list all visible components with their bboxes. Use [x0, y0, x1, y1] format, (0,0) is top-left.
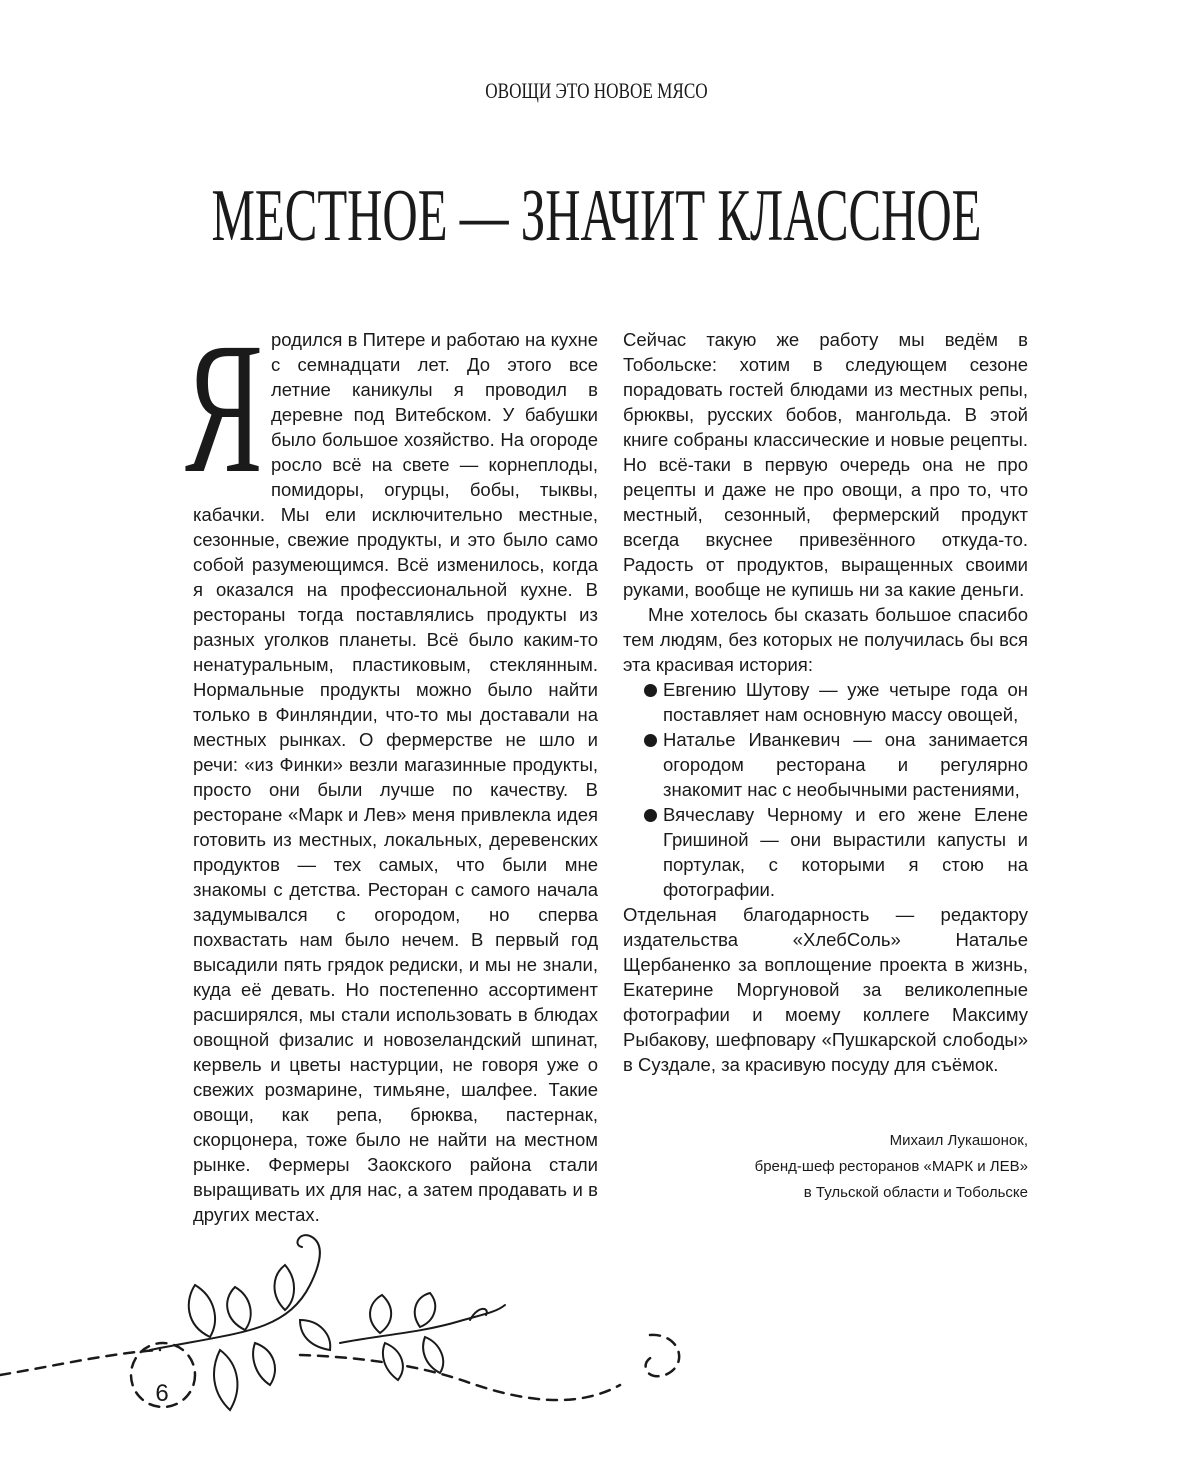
leaf-icon [253, 1343, 275, 1385]
author-role: бренд-шеф ресторанов «МАРК и ЛЕВ» [754, 1158, 1028, 1175]
leaf-icon [227, 1287, 251, 1330]
author-name: Михаил Лукашонок, [889, 1132, 1028, 1149]
bullet-icon [644, 809, 657, 822]
leaf-icon [370, 1295, 391, 1333]
leaf-icon [423, 1337, 443, 1373]
paragraph-thanks: Мне хотелось бы сказать большое спасибо тем людям, без которых не получилась бы вся эта красивая история: [623, 604, 1028, 675]
list-item [623, 677, 1028, 727]
paragraph-tobolsk: Сейчас такую же работу мы ведём в Тобольске: хотим в следующем сезоне порадовать гостей блюдами из местных репы, брюквы, русских бобов, мангольда. В этой книге собраны классические и новые рецепты. Но всё-таки в первую очередь она не про рецепты и даже не про овощи, а про то, что местный, сезонный, фермерский продукт всегда вкуснее привезённого откуда-то. Радость от продуктов, выращенных своими руками, вообще не купишь ни за какие деньги. [623, 329, 1028, 600]
leaf-icon [214, 1350, 237, 1410]
list-item-text: Вячеславу Черному и его жене Елене Гришиной — они вырастили капусты и портулак, с которыми я стою на фотографии. [663, 804, 1028, 900]
paragraph-acknowledgement: Отдельная благодарность — редактору издательства «ХлебСоль» Наталье Щербаненко за воплощение проекта в жизнь, Екатерине Моргуновой за великолепные фотографии и моему коллеге Максиму Рыбакову, шефповару «Пушкарской слободы» в Суздале, за красивую посуду для съёмок. [623, 904, 1028, 1075]
author-location: в Тульской области и Тобольске [803, 1184, 1028, 1201]
leaf-icon [415, 1293, 435, 1327]
intro-text: родился в Питере и работаю на кухне с семнадцати лет. До этого все летние каникулы я проводил в деревне под Витебском. У бабушки было большое хозяйство. На огороде росло всё на свете — корнеплоды, помидоры, огурцы, бобы, тыквы, кабачки. Мы ели исключительно местные, сезонные, свежие продукты, и это было само собой разумеющимся. Всё изменилось, когда я оказался на профессиональной кухне. В рестораны тогда поставлялись продукты из разных уголков планеты. Всё было каким-то ненатуральным, пластиковым, стеклянным. Нормальные продукты можно было найти только в Финляндии, что-то мы доставали на местных рынках. О фермерстве не шло и речи: «из Финки» везли магазинные продукты, просто они были лучше по качеству. В ресторане «Марк и Лев» меня привлекла идея готовить из местных, локальных, деревенских продуктов — тех самых, что были мне знакомы с детства. Ресторан с самого начала задумывался с огородом, но сперва похвастать нам было нечем. В первый год высадили пять грядок редиски, и мы не знали, куда её девать. Но постепенно ассортимент расширялся, мы стали использовать в блюдах овощной физалис и новозеландский шпинат, кервель и цветы настурции, не говоря уже о свежих розмарине, тимьяне, шалфее. Такие овощи, как репа, брюква, пастернак, скорцонера, тоже было не найти на местном рынке. Фермеры Заокского района стали выращивать их для нас, а затем продавать и в других местах. [193, 329, 598, 1225]
intro-paragraph [185, 303, 598, 1227]
leaf-icon [300, 1320, 330, 1350]
list-item [623, 802, 1028, 902]
running-title: ОВОЩИ ЭТО НОВОЕ МЯСО [485, 78, 708, 103]
leaf-icon [274, 1265, 294, 1310]
list-item [623, 727, 1028, 802]
dashed-spiral [646, 1335, 680, 1376]
vine-decoration [0, 1225, 720, 1465]
drop-cap: Я [185, 303, 263, 512]
leaf-icon [383, 1343, 403, 1380]
bullet-icon [644, 734, 657, 747]
leaf-icon [189, 1285, 215, 1337]
chapter-title: МЕСТНОЕ — ЗНАЧИТ КЛАССНОЕ [211, 175, 982, 257]
bullet-icon [644, 684, 657, 697]
thanks-list [623, 677, 1028, 902]
signature [623, 1128, 1028, 1206]
list-item-text: Наталье Иванкевич — она занимается огородом ресторана и регулярно знакомит нас с необычными растениями, [663, 729, 1028, 800]
left-column [185, 303, 598, 1227]
dashed-path [0, 1350, 160, 1375]
dashed-path [300, 1355, 620, 1400]
list-item-text: Евгению Шутову — уже четыре года он поставляет нам основную массу овощей, [663, 679, 1028, 725]
page-number: 6 [155, 1380, 169, 1407]
right-column [623, 327, 1028, 1077]
